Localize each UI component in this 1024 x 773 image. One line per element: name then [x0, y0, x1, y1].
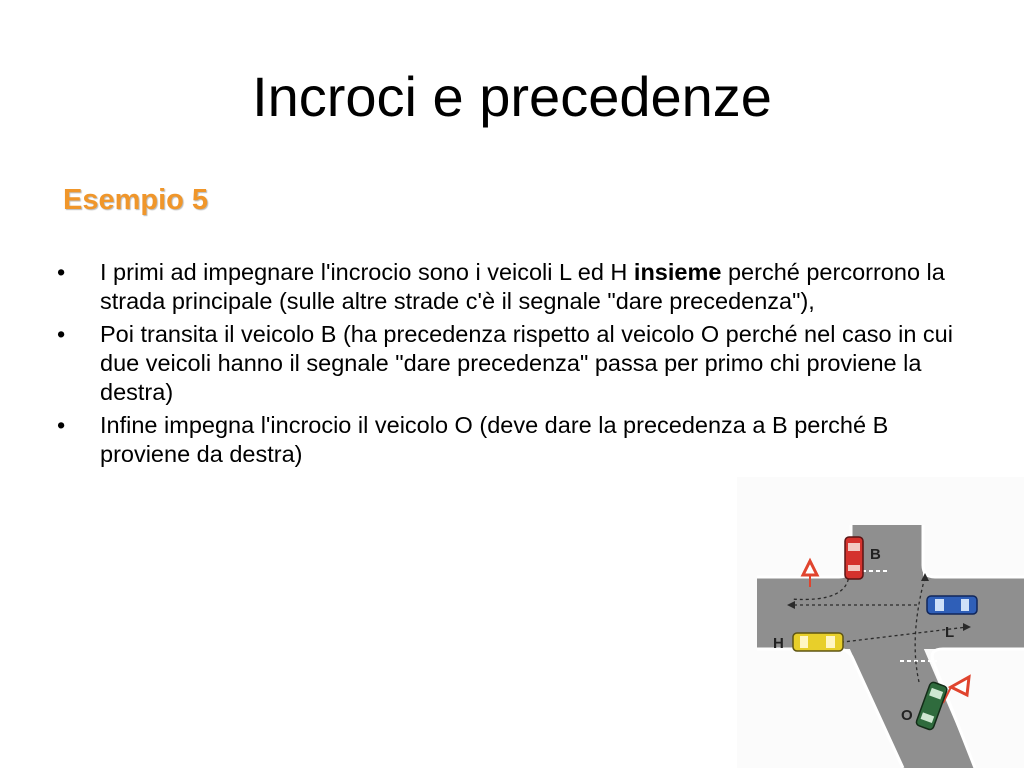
bullet-dot: • [57, 259, 66, 285]
label-o: O [901, 707, 913, 724]
car-h [793, 633, 843, 651]
bullet-dot: • [57, 321, 66, 347]
bullet-text: Infine impegna l'incrocio il veicolo O (deve dare la precedenza a B perché B proviene da destra) [100, 412, 889, 467]
yield-sign-left-icon [803, 561, 817, 575]
bullet-text: Poi transita il veicolo B (ha precedenza rispetto al veicolo O perché nel caso in cui due veicoli hanno il segnale "dare precedenza" passa per primo chi proviene la destra) [100, 321, 953, 405]
bullet-text: I primi ad impegnare l'incrocio sono i veicoli L ed H [100, 259, 634, 285]
bullet-text: perché percorrono la strada principale (sulle altre strade c'è il segnale "dare precedenza"), [100, 259, 945, 314]
yield-sign-right-icon [951, 677, 969, 695]
label-l: L [945, 624, 955, 641]
intersection-diagram [737, 477, 1024, 768]
label-h: H [773, 635, 784, 652]
car-l [927, 596, 977, 614]
bullet-item [57, 320, 972, 407]
label-b: B [870, 546, 881, 563]
intersection-illustration [737, 477, 1024, 768]
slide-subtitle: Esempio 5 [63, 184, 209, 216]
car-b [845, 537, 863, 579]
slide-title: Incroci e precedenze [252, 65, 772, 128]
bullet-list [57, 258, 972, 473]
bullet-item [57, 411, 972, 469]
bullet-item [57, 258, 972, 316]
bullet-dot: • [57, 412, 66, 438]
bullet-bold-text: insieme [633, 259, 722, 285]
